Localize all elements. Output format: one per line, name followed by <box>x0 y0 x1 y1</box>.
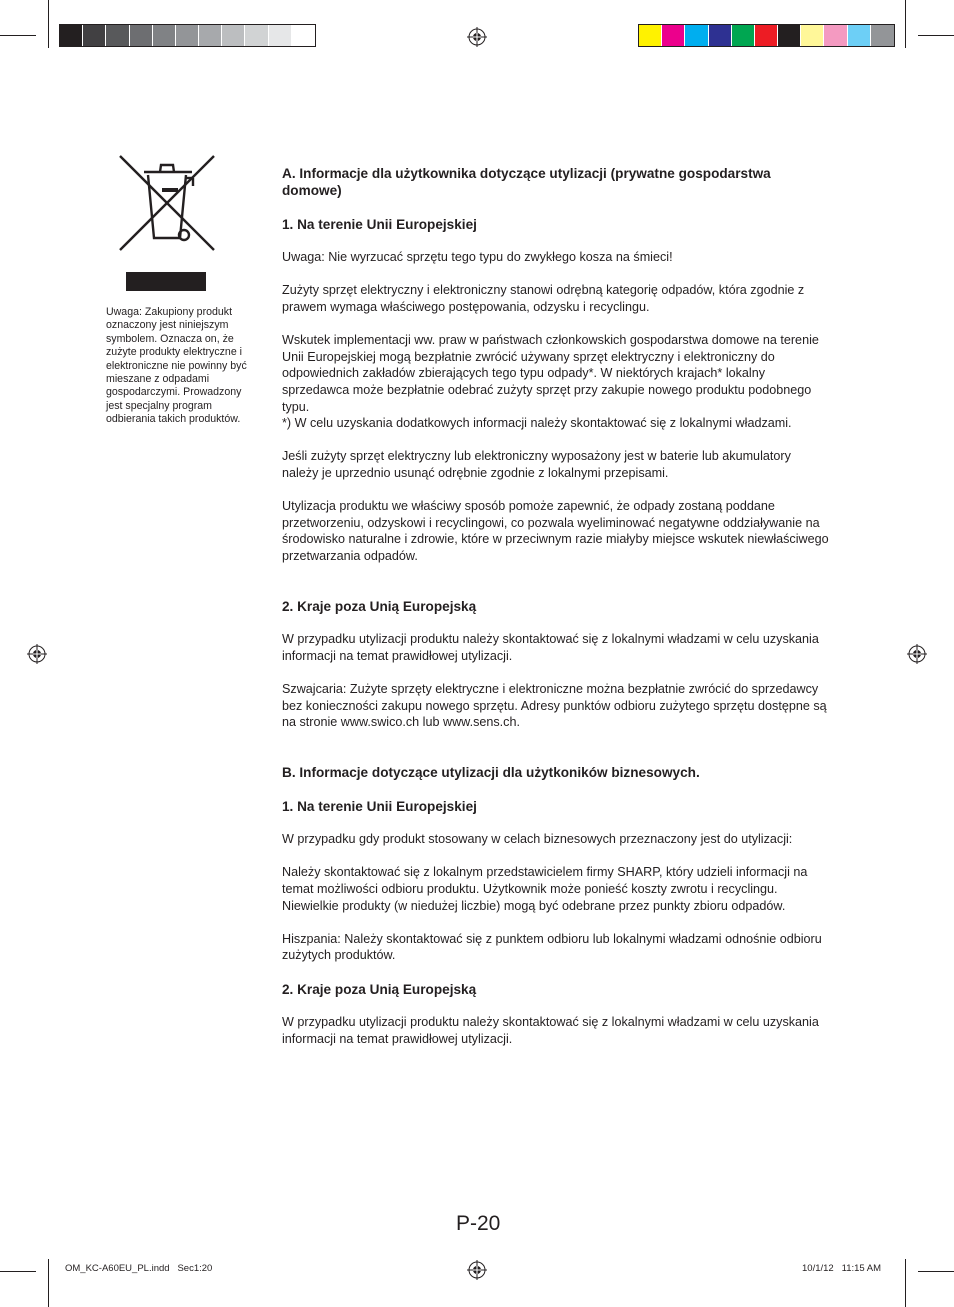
color-swatch <box>778 25 801 46</box>
color-swatch <box>848 25 871 46</box>
color-swatch <box>222 25 245 46</box>
gray-swatch-bar <box>59 24 316 47</box>
paragraph: W przypadku gdy produkt stosowany w celach biznesowych przeznaczony jest do utylizacji: <box>282 832 793 847</box>
registration-mark-icon <box>27 644 47 664</box>
paragraph: Hiszpania: Należy skontaktować się z punktem odbioru lub lokalnymi władzami odnośnie odbioru zużytych produktów. <box>282 931 822 963</box>
crossed-out-wheeled-bin-icon <box>118 154 216 254</box>
paragraph: W przypadku utylizacji produktu należy skontaktować się z lokalnymi władzami w celu uzyskania informacji na temat prawidłowej utylizacji. <box>282 1015 819 1046</box>
section-b2-title: 2. Kraje poza Unią Europejską <box>282 981 477 997</box>
crop-mark <box>905 0 906 48</box>
color-swatch <box>153 25 176 46</box>
color-swatch <box>662 25 685 46</box>
crop-mark <box>905 1259 906 1307</box>
main-content <box>282 165 830 1047</box>
weee-underline-bar <box>126 272 206 291</box>
footer-timestamp: 10/1/12 11:15 AM <box>802 1263 882 1274</box>
crop-mark <box>918 35 954 36</box>
color-swatch <box>709 25 732 46</box>
color-swatch <box>824 25 847 46</box>
color-swatch <box>245 25 268 46</box>
color-swatch <box>801 25 824 46</box>
color-swatch <box>106 25 129 46</box>
section-a-title: A. Informacje dla użytkownika dotyczące utylizacji (prywatne gospodarstwa domowe) <box>282 166 771 198</box>
color-swatch <box>732 25 755 46</box>
section-b-title: B. Informacje dotyczące utylizacji dla użytkoników biznesowych. <box>282 765 700 780</box>
crop-mark <box>0 35 36 36</box>
paragraph: Uwaga: Nie wyrzucać sprzętu tego typu do zwykłego kosza na śmieci! <box>282 250 673 265</box>
page-number: P-20 <box>456 1212 501 1235</box>
registration-mark-icon <box>907 644 927 664</box>
crop-mark <box>48 1259 49 1307</box>
crop-mark <box>0 1271 36 1272</box>
crop-mark <box>918 1271 954 1272</box>
paragraph: Utylizacja produktu we właściwy sposób pomoże zapewnić, że odpady zostaną poddane przetworzeniu, odzyskowi i recyclingowi, co pozwala wyeliminować negatywne oddziaływanie na środowisko naturalne i zdrowie, które w przeciwnym razie miałyby miejsce wskutek niewłaściwego przetwarzania odpadów. <box>282 499 829 563</box>
color-swatch <box>639 25 662 46</box>
color-swatch <box>292 25 315 46</box>
color-swatch <box>269 25 292 46</box>
paragraph: Zużyty sprzęt elektryczny i elektroniczny stanowi odrębną kategorię odpadów, która zgodnie z prawem wymaga właściwego postępowania, odzysku i recyclingu. <box>282 283 805 314</box>
registration-mark-icon <box>467 27 487 47</box>
paragraph: Należy skontaktować się z lokalnym przedstawicielem firmy SHARP, który udzieli informacji na temat możliwości odbioru produktu. Użytkownik może ponieść koszty zwrotu i recyclingu. Niewielkie produkty (w niedużej liczbie) mogą być odebrane przez punkty zbioru odpadów. <box>282 865 808 913</box>
color-swatch <box>755 25 778 46</box>
sidebar-note: Uwaga: Zakupiony produkt oznaczony jest niniejszym symbolem. Oznacza on, że zużyte produkty elektryczne i elektroniczne nie powinny być mieszane z odpadami gospodarczymi. Prowadzony jest specjalny program odbierania takich produktów. <box>106 306 247 426</box>
section-a1-title: 1. Na terenie Unii Europejskiej <box>282 216 477 232</box>
color-swatch <box>685 25 708 46</box>
color-swatch <box>83 25 106 46</box>
color-swatch-bar <box>638 24 895 47</box>
paragraph: Szwajcaria: Zużyte sprzęty elektryczne i elektroniczne można bezpłatnie zwrócić do sprzedawcy bez konieczności zakupu nowego sprzętu. Adresy punktów odbioru zużytego sprzętu dostępne są na stronie www.swico.ch lub www.sens.ch. <box>282 682 827 730</box>
section-b1-title: 1. Na terenie Unii Europejskiej <box>282 798 477 814</box>
color-swatch <box>199 25 222 46</box>
paragraph: Jeśli zużyty sprzęt elektryczny lub elektroniczny wyposażony jest w baterie lub akumulatory należy je uprzednio usunąć odrębnie zgodnie z lokalnymi przepisami. <box>282 449 791 480</box>
crop-mark <box>48 0 49 48</box>
footer-file-info: OM_KC-A60EU_PL.indd Sec1:20 <box>65 1263 213 1274</box>
color-swatch <box>130 25 153 46</box>
paragraph: W przypadku utylizacji produktu należy skontaktować się z lokalnymi władzami w celu uzyskania informacji na temat prawidłowej utylizacji. <box>282 632 819 663</box>
paragraph: Wskutek implementacji ww. praw w państwach członkowskich gospodarstwa domowe na terenie Unii Europejskiej mogą bezpłatnie zwrócić używany sprzęt elektryczny i elektroniczny do odpowiednich zakładów zbierających tego typu odpady*. W niektórych krajach* lokalny sprzedawca może bezpłatnie odebrać zużyty sprzęt przy zakupie nowego produktu podobnego typu. <box>282 333 819 414</box>
color-swatch <box>871 25 894 46</box>
color-swatch <box>60 25 83 46</box>
section-a2-title: 2. Kraje poza Unią Europejską <box>282 598 477 614</box>
registration-mark-icon <box>467 1260 487 1280</box>
color-swatch <box>176 25 199 46</box>
footnote: *) W celu uzyskania dodatkowych informacji należy skontaktować się z lokalnymi władzami. <box>282 416 792 431</box>
